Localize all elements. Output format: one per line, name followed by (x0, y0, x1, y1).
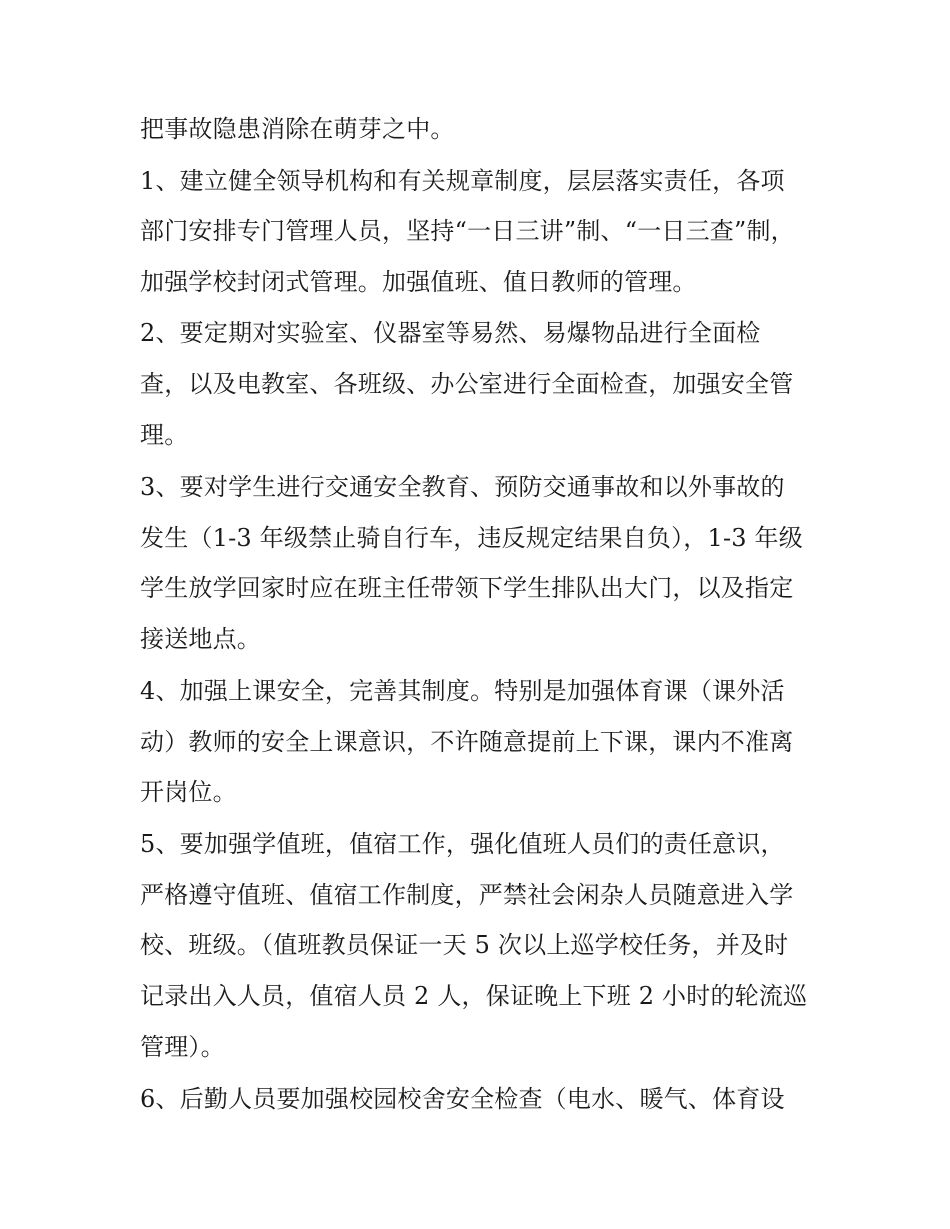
text-line: 5、要加强学值班，值宿工作，强化值班人员们的责任意识， (140, 830, 785, 858)
text-line: 把事故隐患消除在萌芽之中。 (140, 115, 455, 143)
text-line: 管理）。 (140, 1033, 225, 1061)
text-line: 校、班级。（值班教员保证一天 5 次以上巡学校任务，并及时 (140, 931, 789, 959)
text-line: 3、要对学生进行交通安全教育、预防交通事故和以外事故的 (140, 473, 785, 501)
text-line: 开岗位。 (140, 778, 237, 806)
text-line: 2、要定期对实验室、仪器室等易然、易爆物品进行全面检 (140, 319, 761, 347)
text-line: 接送地点。 (140, 625, 261, 653)
text-line: 动）教师的安全上课意识，不许随意提前上下课，课内不准离 (140, 728, 794, 756)
text-line: 4、加强上课安全，完善其制度。特别是加强体育课（课外活 (140, 677, 785, 705)
text-line: 学生放学回家时应在班主任带领下学生排队出大门，以及指定 (140, 574, 794, 602)
text-line: 发生（1-3 年级禁止骑自行车，违反规定结果自负），1-3 年级 (140, 524, 803, 552)
text-line: 严格遵守值班、值宿工作制度，严禁社会闲杂人员随意进入学 (140, 881, 794, 909)
text-line: 1、建立健全领导机构和有关规章制度，层层落实责任，各项 (140, 167, 785, 195)
text-line: 部门安排专门管理人员，坚持“一日三讲”制、“一日三查”制， (140, 217, 795, 245)
text-line: 理。 (140, 421, 189, 449)
text-line: 查，以及电教室、各班级、办公室进行全面检查，加强安全管 (140, 370, 794, 398)
text-line: 加强学校封闭式管理。加强值班、值日教师的管理。 (140, 268, 697, 296)
text-line: 6、后勤人员要加强校园校舍安全检查（电水、暖气、体育设 (140, 1085, 785, 1113)
text-line: 记录出入人员，值宿人员 2 人，保证晚上下班 2 小时的轮流巡 (140, 982, 808, 1010)
